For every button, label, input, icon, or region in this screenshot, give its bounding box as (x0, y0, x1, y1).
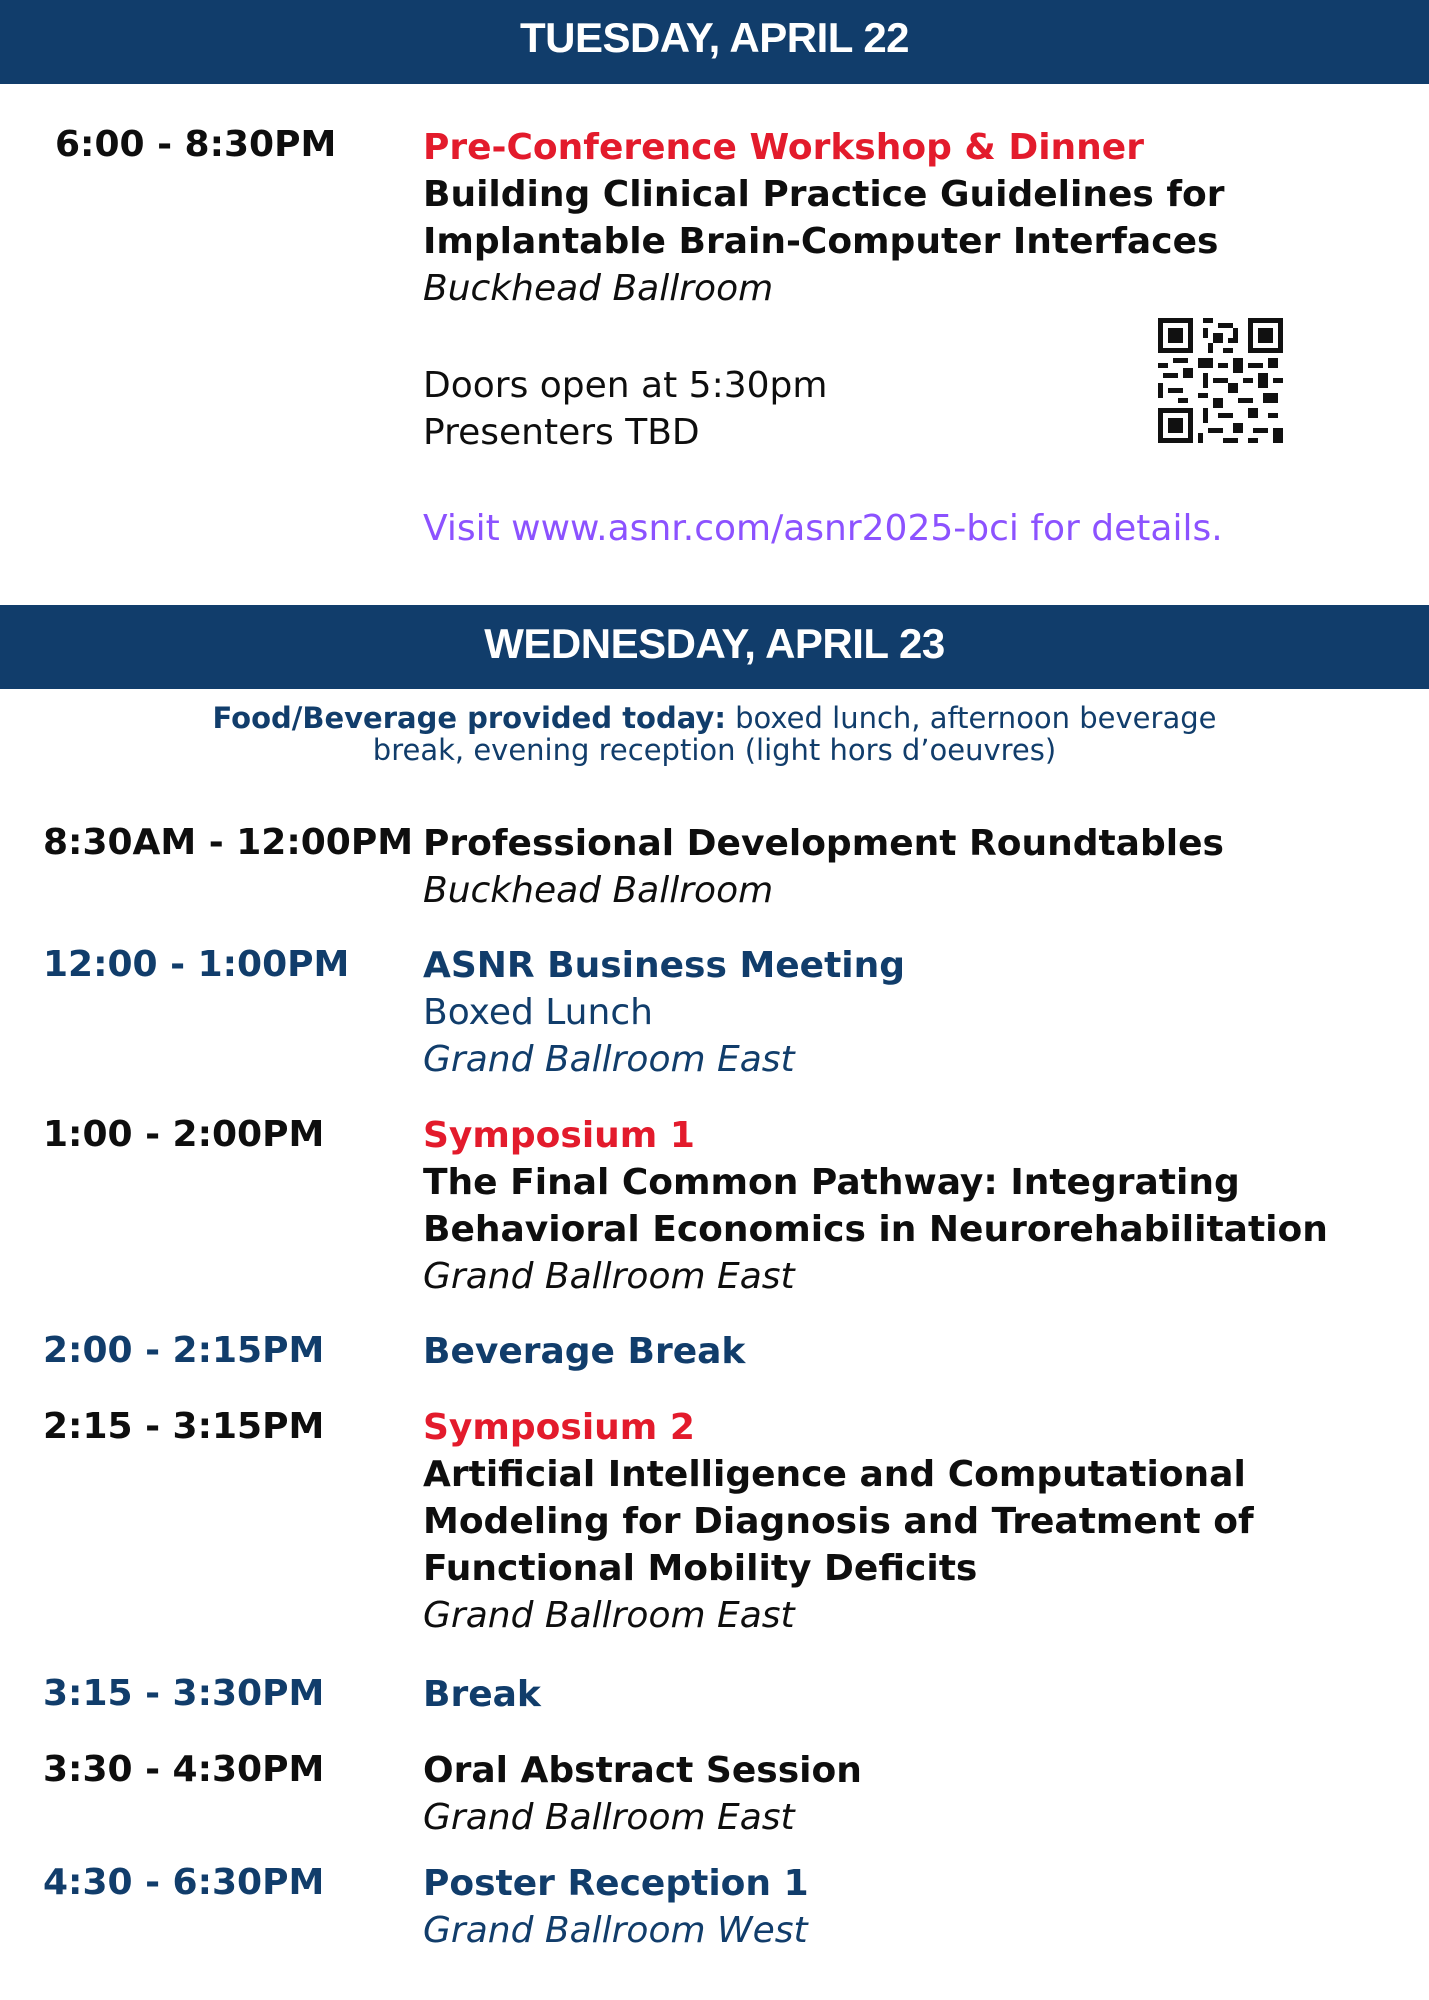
session-title: Break (423, 1674, 541, 1715)
session-subtitle: Boxed Lunch (423, 992, 653, 1033)
session-title: Professional Development Roundtables (423, 823, 1224, 864)
session-time: 3:30 - 4:30PM (43, 1749, 325, 1790)
session-location: Grand Ballroom West (423, 1910, 808, 1951)
food-note-text: boxed lunch, afternoon beverage (725, 701, 1217, 735)
session-time: 3:15 - 3:30PM (43, 1673, 325, 1714)
session-kicker: Symposium 2 (423, 1407, 695, 1448)
doors-open-note: Doors open at 5:30pm (423, 365, 828, 406)
session-location: Grand Ballroom East (423, 1595, 795, 1636)
presenters-note: Presenters TBD (423, 412, 700, 453)
session-title: Oral Abstract Session (423, 1750, 862, 1791)
day-header-wednesday: WEDNESDAY, APRIL 23 (0, 605, 1429, 689)
session-title-line: Modeling for Diagnosis and Treatment of (423, 1501, 1254, 1542)
session-title: ASNR Business Meeting (423, 945, 906, 986)
details-link[interactable]: Visit www.asnr.com/asnr2025-bci for details. (423, 508, 1223, 549)
session-time: 1:00 - 2:00PM (43, 1114, 325, 1155)
session-title: Poster Reception 1 (423, 1863, 809, 1904)
session-location: Buckhead Ballroom (423, 268, 774, 309)
session-title-line: Functional Mobility Deficits (423, 1548, 978, 1589)
session-title-line: Building Clinical Practice Guidelines for (423, 174, 1225, 215)
session-time: 2:00 - 2:15PM (43, 1330, 325, 1371)
session-time: 8:30AM - 12:00PM (43, 822, 414, 863)
session-time: 12:00 - 1:00PM (43, 944, 350, 985)
session-kicker-preconference: Pre-Conference Workshop & Dinner (423, 127, 1144, 168)
session-title-line: The Final Common Pathway: Integrating (423, 1162, 1240, 1203)
food-note-text: break, evening reception (light hors d’oeuvres) (372, 733, 1057, 767)
session-location: Grand Ballroom East (423, 1797, 795, 1838)
session-title-line: Behavioral Economics in Neurorehabilitation (423, 1209, 1328, 1250)
session-title-line: Implantable Brain-Computer Interfaces (423, 221, 1219, 262)
food-note (0, 702, 1429, 766)
session-title-line: Artificial Intelligence and Computational (423, 1454, 1246, 1495)
time-preconference: 6:00 - 8:30PM (55, 124, 337, 165)
session-location: Buckhead Ballroom (423, 870, 774, 911)
session-time: 4:30 - 6:30PM (43, 1862, 325, 1903)
session-title: Beverage Break (423, 1331, 746, 1372)
day-header-tuesday: TUESDAY, APRIL 22 (0, 0, 1429, 84)
session-location: Grand Ballroom East (423, 1256, 795, 1297)
session-time: 2:15 - 3:15PM (43, 1406, 325, 1447)
session-location: Grand Ballroom East (423, 1039, 795, 1080)
session-kicker: Symposium 1 (423, 1115, 695, 1156)
food-note-label: Food/Beverage provided today: (212, 701, 726, 735)
qr-code-icon[interactable] (1158, 318, 1283, 443)
